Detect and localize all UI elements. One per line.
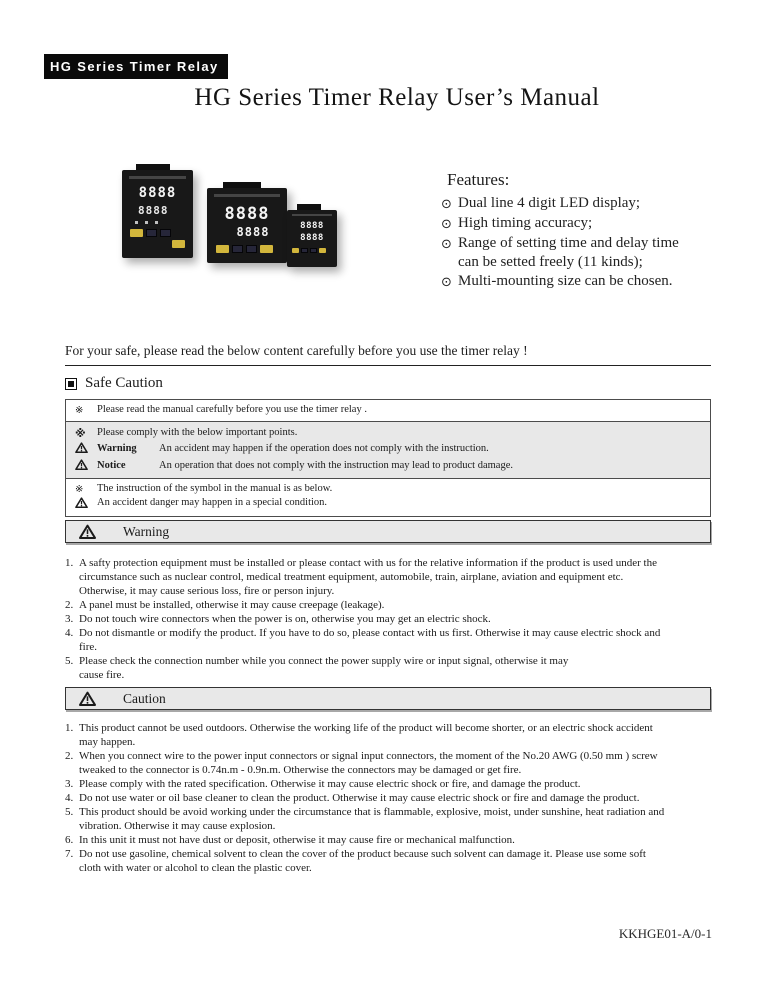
list-item-text: Do not use gasoline, chemical solvent to clean the cover of the product because such solvent can damage it. Please use some soft cloth with water or alcohol to clean the plastic cover. [79,848,646,874]
list-item-number: 2. [65,599,74,611]
list-item-text: Please comply with the rated specification. Otherwise it may cause electric shock or fire, and damage the product. [79,778,581,790]
list-item-number: 3. [65,778,74,790]
list-item [65,654,715,682]
safe-caution-table [65,399,711,517]
list-item-text: Do not use water or oil base cleaner to clean the product. Otherwise it may cause electric shock or fire and damage the product. [79,792,640,804]
safe-caution-title: Safe Caution [85,375,163,391]
list-item-number: 3. [65,613,74,625]
list-item-text: This product should be avoid working under the circumstance that is flammable, explosive, moist, under sunshine, heat radiation and vibration. Otherwise it may cause explosion. [79,806,665,832]
circle-dot-icon: ⊙ [441,217,452,232]
warning-triangle-icon [75,441,97,458]
table-line [66,441,710,458]
circle-dot-icon: ⊙ [441,275,452,290]
list-item-text: This product cannot be used outdoors. Otherwise the working life of the product will become shorter, or an electric shock accident may happen. [79,722,653,748]
list-item [65,612,715,626]
device-faceplate-strip [129,176,186,179]
warning-header-box [65,520,711,543]
yellow-button [172,240,185,248]
warning-triangle-icon [75,496,97,513]
features-list [441,194,741,292]
warning-triangle-icon [75,458,97,475]
list-item-text: Do not dismantle or modify the product. If you have to do so, please contact with us first. Otherwise it may cause electric shock and fire. [79,627,661,653]
list-item-number: 1. [65,722,74,734]
table-line-text: Please comply with the below important points. [97,426,298,438]
list-item [65,777,715,791]
list-item-number: 4. [65,627,74,639]
warning-section-title: Warning [123,523,170,539]
table-line-text: Please read the manual carefully before you use the timer relay . [97,404,367,415]
circle-dot-icon: ⊙ [441,237,452,252]
dark-button [310,248,317,253]
list-item [65,749,715,777]
features-block [441,170,741,292]
timer-relay-device-large [122,170,193,258]
table-line [66,425,710,441]
reference-mark-icon: ※ [75,405,84,416]
led-display-row2: 8888 [300,233,324,243]
table-row [66,421,710,478]
table-line [66,496,710,513]
list-item-text: Please check the connection number while you connect the power supply wire or input signal, otherwise it may cause fire. [79,655,569,681]
led-display-row2: 8888 [138,204,169,217]
table-line [66,403,710,418]
feature-item [441,194,741,214]
caution-list [65,721,715,875]
list-item [65,626,715,654]
list-item-text: In this unit it must not have dust or deposit, otherwise it may cause fire or mechanical malfunction. [79,834,515,846]
timer-relay-device-small [287,210,337,267]
table-line-text: An accident danger may happen in a special condition. [97,497,328,508]
list-item-number: 4. [65,792,74,804]
warning-list [65,556,715,682]
feature-text: Range of setting time and delay time can be setted freely (11 kinds); [458,235,679,270]
table-line-text: An accident may happen if the operation does not comply with the instruction. [159,442,489,454]
led-display-row1: 8888 [300,221,324,231]
list-item-number: 5. [65,806,74,818]
device-button-row [216,245,287,253]
table-row [66,400,710,421]
caution-section-title: Caution [123,690,166,706]
list-item-number: 5. [65,655,74,667]
feature-item [441,272,741,292]
product-photo [118,162,408,312]
device-button-row [122,240,185,248]
table-line-text: An operation that does not comply with the instruction may lead to product damage. [159,459,514,471]
list-item-number: 6. [65,834,74,846]
list-item [65,791,715,805]
list-item-number: 1. [65,557,74,569]
feature-text: Multi-mounting size can be chosen. [458,273,673,289]
circle-dot-icon: ⊙ [441,197,452,212]
safety-notice: For your safe, please read the below content carefully before you use the timer relay ! [65,343,711,366]
list-item [65,721,715,749]
dark-button [232,245,243,253]
device-faceplate-strip [214,194,280,197]
list-item [65,598,715,612]
led-display-row1: 8888 [138,185,177,201]
list-item-text: A safty protection equipment must be installed or please contact with us for the relative information if the product is used under the circumstance such as nuclear control, medical treatment equipment, automobile, train, airplane, aviation and equipment etc. Otherwise, it may cause serious loss, fire or person injury. [79,557,657,597]
feature-text: High timing accuracy; [458,215,593,231]
device-button-row [292,248,337,253]
filled-square-icon [65,378,77,390]
indicator-marks [135,221,193,224]
table-line-label: Warning [97,442,137,454]
safe-caution-heading [65,375,163,392]
caution-header-box [65,687,711,710]
feature-item [441,234,741,272]
table-row [66,478,710,516]
list-item-text: Do not touch wire connectors when the power is on, otherwise you may get an electric shock. [79,613,491,625]
page-title: HG Series Timer Relay User’s Manual [194,84,600,111]
dark-button [160,229,171,237]
features-heading: Features: [447,170,510,189]
document-code: KKHGE01-A/0-1 [618,926,712,941]
reference-mark-icon: ※ [75,483,84,495]
table-line [66,458,710,475]
reference-mark-bold-icon: ※ [75,426,86,440]
yellow-button [319,248,326,253]
list-item [65,805,715,833]
feature-item [441,214,741,234]
device-faceplate-strip [292,214,332,216]
table-line-text: The instruction of the symbol in the manual is as below. [97,482,333,494]
led-display-row1: 8888 [224,204,270,224]
dark-button [246,245,257,253]
list-item-number: 7. [65,848,74,860]
yellow-button [260,245,273,253]
feature-text: Dual line 4 digit LED display; [458,195,641,211]
led-display-row2: 8888 [236,225,270,239]
warning-triangle-icon [79,691,96,706]
yellow-button [216,245,229,253]
list-item [65,833,715,847]
series-tag-label: HG Series Timer Relay [44,54,228,79]
list-item-text: When you connect wire to the power input connectors or signal input connectors, the moment of the No.20 AWG (0.50 mm ) screw tweaked to the connector is 0.74n.m - 0.9n.m. Otherwise the connectors may be damaged or get fire. [79,750,658,776]
list-item-number: 2. [65,750,74,762]
table-line [66,482,710,497]
timer-relay-device-medium [207,188,287,263]
device-button-row [130,229,193,237]
list-item [65,847,715,875]
table-line-label: Notice [97,459,126,471]
warning-triangle-icon [79,524,96,539]
list-item-text: A panel must be installed, otherwise it may cause creepage (leakage). [79,599,385,611]
yellow-button [130,229,143,237]
list-item [65,556,715,598]
dark-button [301,248,308,253]
yellow-button [292,248,299,253]
dark-button [146,229,157,237]
